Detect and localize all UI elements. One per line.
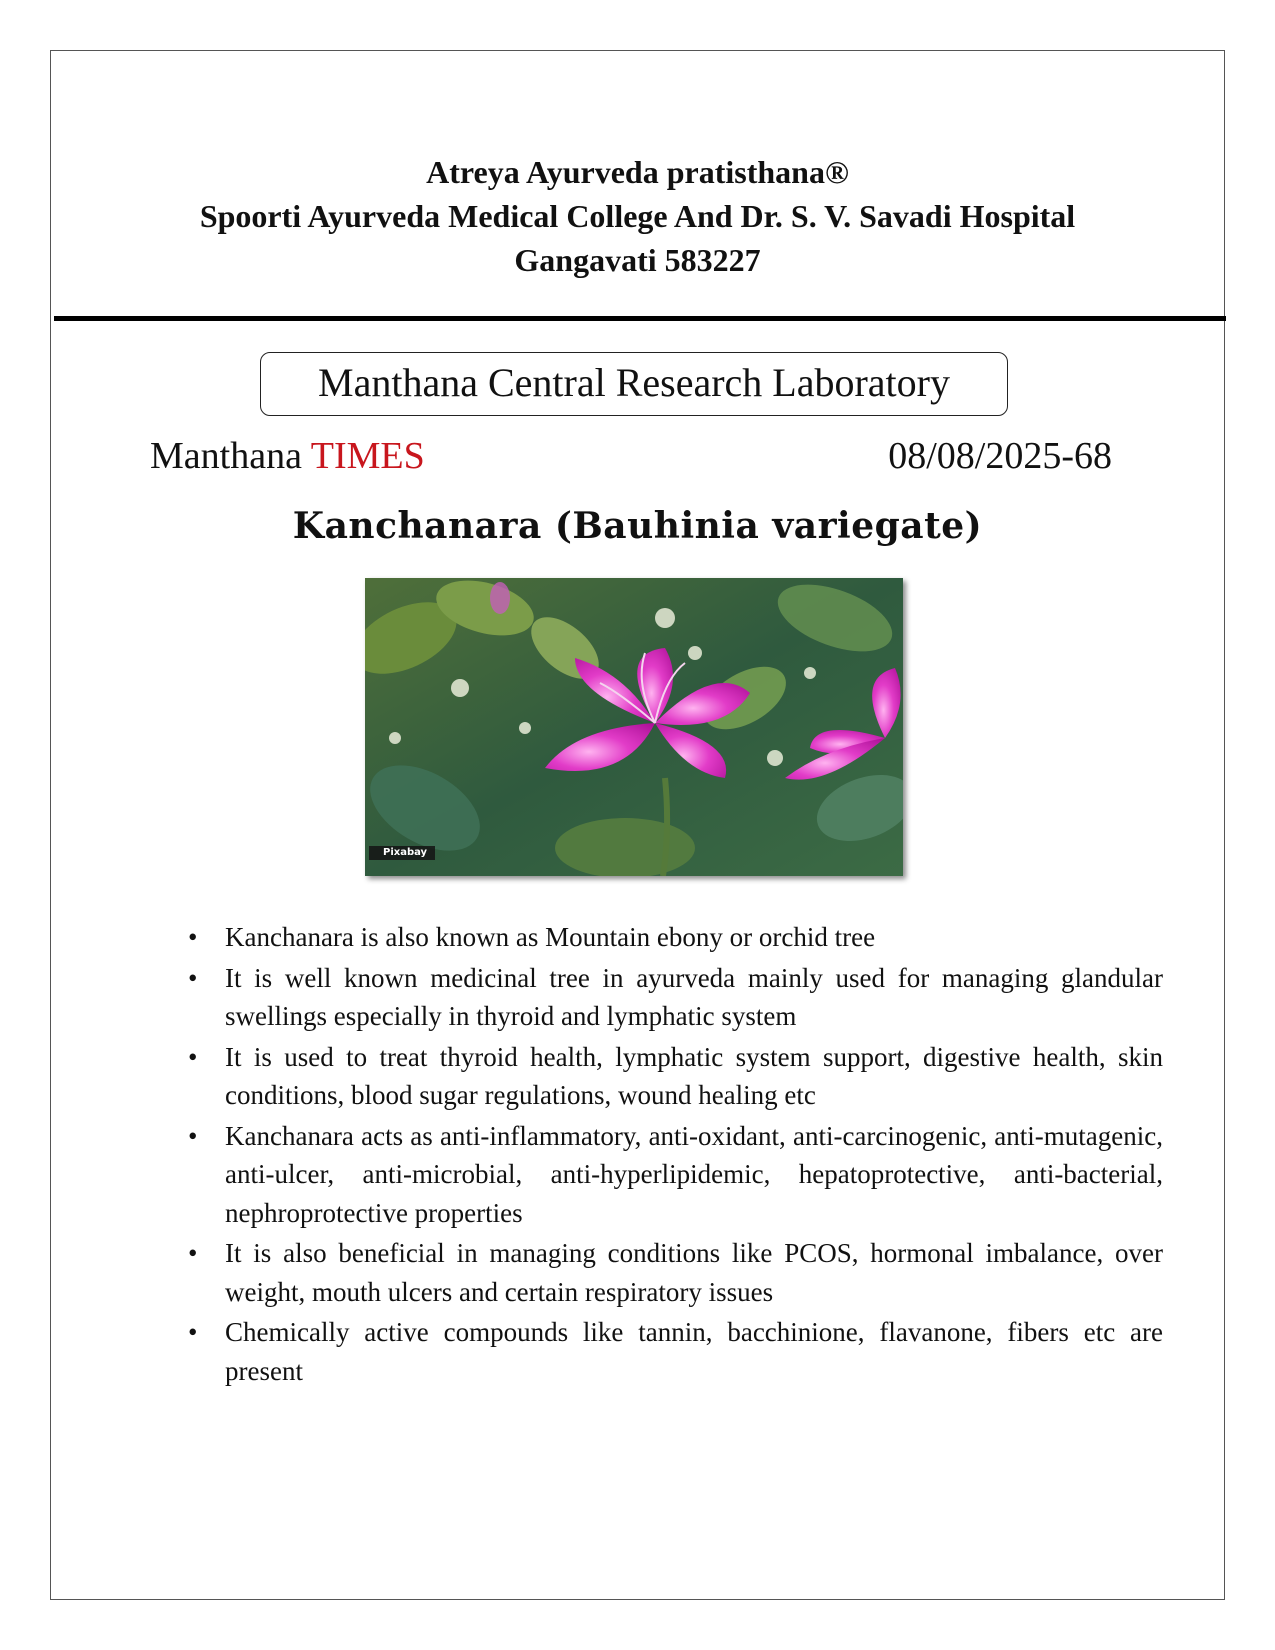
institution-header: [0, 150, 1275, 282]
fact-text: Kanchanara acts as anti-inflammatory, anti-oxidant, anti-carcinogenic, anti-mutagenic, anti-ulcer, anti-microbial, anti-hyperlipidemic, hepatoprotective, anti-bacterial, nephroprotective properties: [225, 1120, 1163, 1228]
list-item: [188, 1234, 1163, 1311]
fact-text: It is used to treat thyroid health, lymphatic system support, digestive health, skin conditions, blood sugar regulations, wound healing etc: [225, 1041, 1163, 1110]
masthead: [150, 432, 425, 480]
issue-date: 08/08/2025-68: [888, 435, 1112, 477]
fact-text: Kanchanara is also known as Mountain ebony or orchid tree: [225, 922, 876, 952]
lab-name: Manthana Central Research Laboratory: [318, 360, 950, 405]
header-line-1: Atreya Ayurveda pratisthana®: [426, 154, 849, 190]
bullet-icon: •: [188, 1120, 198, 1151]
fact-text: It is well known medicinal tree in ayurveda mainly used for managing glandular swellings especially in thyroid and lymphatic system: [225, 962, 1163, 1031]
masthead-name: Manthana: [150, 435, 311, 477]
list-item: [188, 1117, 1163, 1233]
list-item: [188, 1313, 1163, 1390]
fact-text: It is also beneficial in managing conditions like PCOS, hormonal imbalance, over weight, mouth ulcers and certain respiratory issues: [225, 1238, 1163, 1307]
article-title: Kanchanara (Bauhinia variegate): [292, 505, 983, 547]
masthead-times: TIMES: [310, 435, 425, 477]
kanchanara-flower-photo: [365, 578, 903, 876]
image-credit: Pixabay: [369, 846, 435, 860]
facts-list: [188, 918, 1163, 1392]
header-line-2: Spoorti Ayurveda Medical College And Dr. S. V. Savadi Hospital: [199, 198, 1076, 234]
fact-text: Chemically active compounds like tannin, bacchinione, flavanone, fibers etc are present: [225, 1317, 1163, 1386]
bullet-icon: •: [188, 1041, 198, 1072]
header-divider: [54, 316, 1226, 321]
bullet-icon: •: [188, 1238, 198, 1268]
bullet-icon: •: [188, 1317, 198, 1347]
header-line-3: Gangavati 583227: [514, 242, 761, 278]
bullet-icon: •: [188, 962, 198, 993]
list-item: [188, 959, 1163, 1036]
bullet-icon: •: [188, 922, 198, 952]
lab-name-box: [260, 352, 1008, 416]
list-item: [188, 918, 1163, 957]
list-item: [188, 1038, 1163, 1115]
